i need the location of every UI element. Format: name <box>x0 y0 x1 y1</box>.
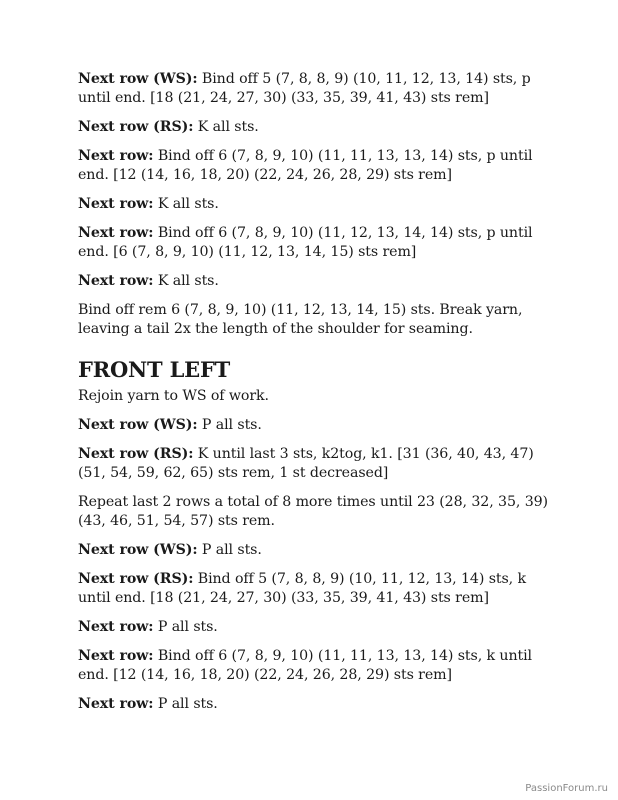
section-front-left <box>78 357 548 714</box>
row-label: Next row: <box>78 225 154 241</box>
instruction-paragraph <box>78 195 548 214</box>
watermark: PassionForum.ru <box>525 783 608 794</box>
row-text: K all sts. <box>153 196 219 212</box>
row-text: Bind off 6 (7, 8, 9, 10) (11, 11, 13, 13, 14) sts, k until end. [12 (14, 16, 18, 20) (22, 24, 26, 28, 29) sts rem] <box>78 648 532 683</box>
instruction-paragraph <box>78 272 548 291</box>
instruction-paragraph <box>78 541 548 560</box>
row-text: Bind off 5 (7, 8, 8, 9) (10, 11, 12, 13, 14) sts, k until end. [18 (21, 24, 27, 30) (33, 35, 39, 41, 43) sts rem] <box>78 571 526 606</box>
section-heading: FRONT LEFT <box>78 357 231 382</box>
instruction-paragraph <box>78 493 548 531</box>
section-continuation <box>78 70 548 339</box>
row-text: P all sts. <box>197 417 262 433</box>
row-label: Next row: <box>78 273 154 289</box>
row-text: K all sts. <box>153 273 219 289</box>
row-label: Next row: <box>78 148 154 164</box>
instruction-paragraph <box>78 647 548 685</box>
row-text: Bind off 6 (7, 8, 9, 10) (11, 12, 13, 14, 14) sts, p until end. [6 (7, 8, 9, 10) (11, 12, 13, 14, 15) sts rem] <box>78 225 533 260</box>
instruction-paragraph <box>78 695 548 714</box>
row-label: Next row: <box>78 696 154 712</box>
row-text: Bind off 5 (7, 8, 8, 9) (10, 11, 12, 13, 14) sts, p until end. [18 (21, 24, 27, 30) (33, 35, 39, 41, 43) sts rem] <box>78 71 531 106</box>
instruction-paragraph <box>78 70 548 108</box>
instruction-paragraph <box>78 618 548 637</box>
instruction-paragraph <box>78 147 548 185</box>
row-text: Rejoin yarn to WS of work. <box>78 388 269 404</box>
row-text: Bind off rem 6 (7, 8, 9, 10) (11, 12, 13, 14, 15) sts. Break yarn, leaving a tail 2x the length of the shoulder for seaming. <box>78 302 523 337</box>
document-page <box>78 70 548 724</box>
row-label: Next row (WS): <box>78 417 198 433</box>
instruction-paragraph <box>78 224 548 262</box>
row-text: P all sts. <box>153 696 218 712</box>
instruction-paragraph <box>78 416 548 435</box>
row-label: Next row (WS): <box>78 71 198 87</box>
instruction-paragraph <box>78 301 548 339</box>
row-label: Next row: <box>78 648 154 664</box>
row-text: K all sts. <box>193 119 259 135</box>
row-label: Next row: <box>78 619 154 635</box>
row-label: Next row (RS): <box>78 571 194 587</box>
row-text: Repeat last 2 rows a total of 8 more times until 23 (28, 32, 35, 39) (43, 46, 51, 54, 57) sts rem. <box>78 494 548 529</box>
row-label: Next row: <box>78 196 154 212</box>
row-text: P all sts. <box>153 619 218 635</box>
instruction-paragraph <box>78 445 548 483</box>
row-text: P all sts. <box>197 542 262 558</box>
row-text: K until last 3 sts, k2tog, k1. [31 (36, 40, 43, 47) (51, 54, 59, 62, 65) sts rem, 1 st decreased] <box>78 446 534 481</box>
row-text: Bind off 6 (7, 8, 9, 10) (11, 11, 13, 13, 14) sts, p until end. [12 (14, 16, 18, 20) (22, 24, 26, 28, 29) sts rem] <box>78 148 533 183</box>
instruction-paragraph <box>78 387 548 406</box>
row-label: Next row (RS): <box>78 119 194 135</box>
instruction-paragraph <box>78 570 548 608</box>
instruction-paragraph <box>78 118 548 137</box>
row-label: Next row (WS): <box>78 542 198 558</box>
row-label: Next row (RS): <box>78 446 194 462</box>
